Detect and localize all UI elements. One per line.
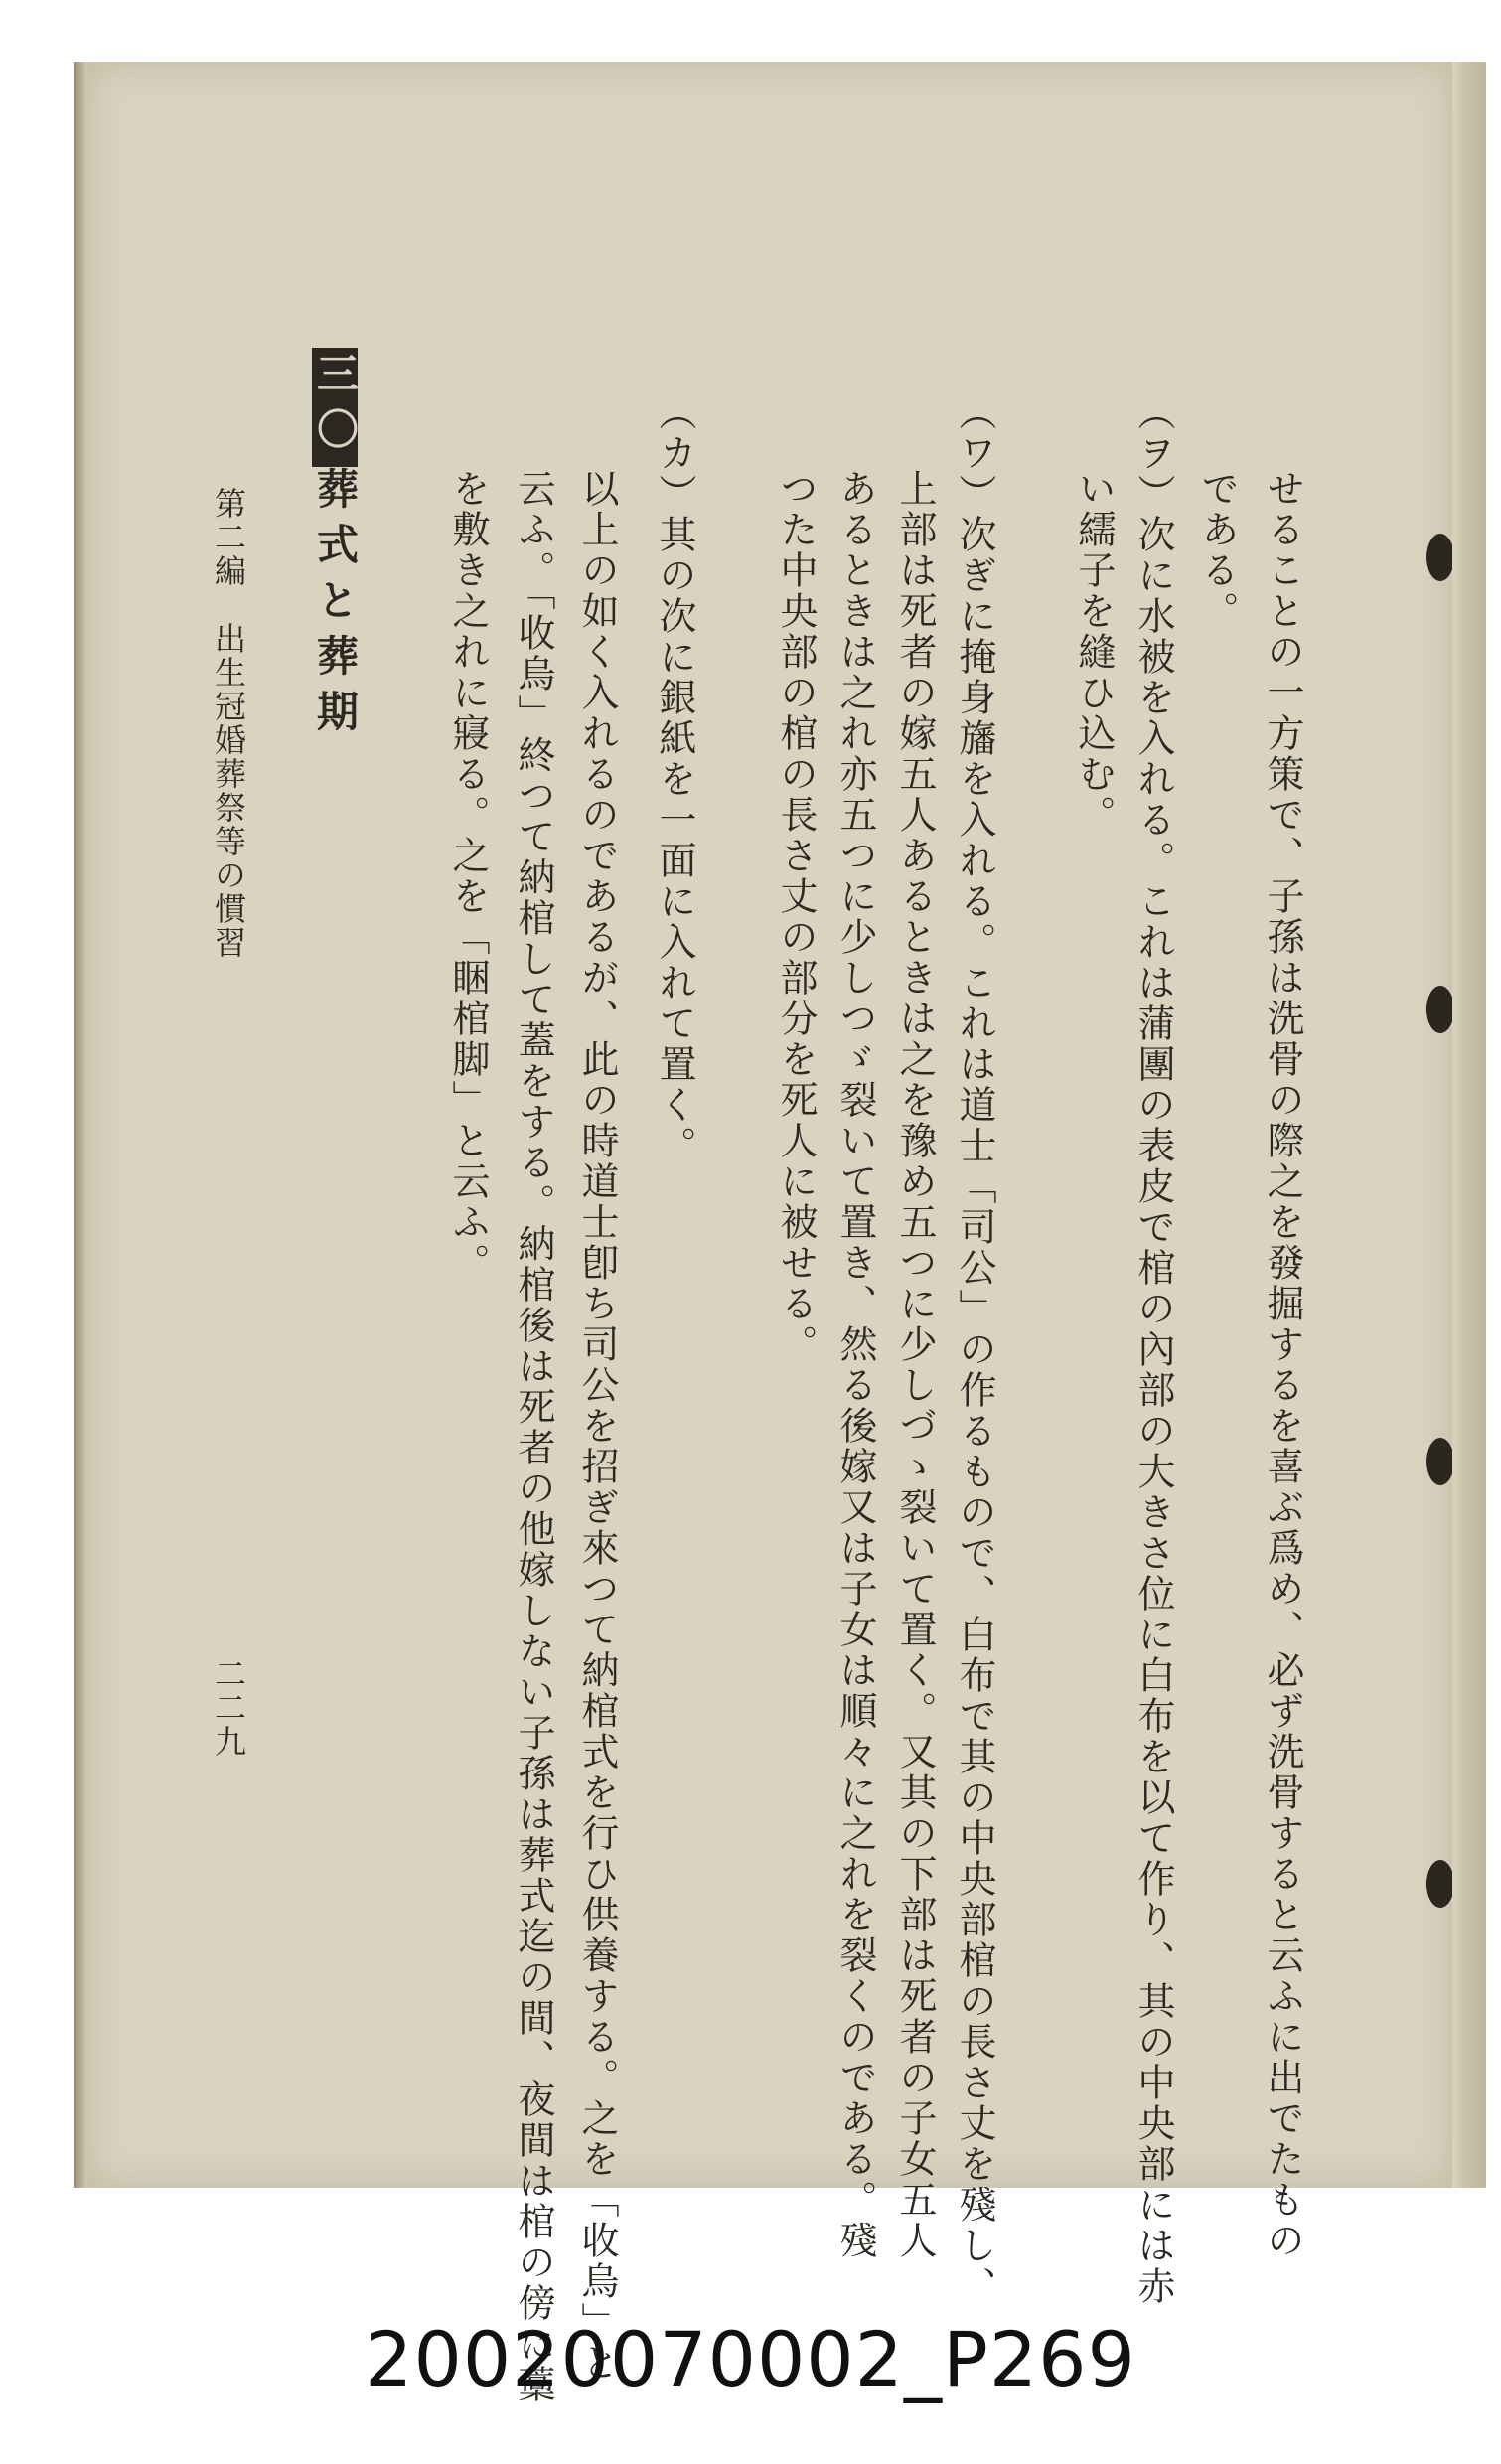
text-column: せることの一方策で、子孫は洗骨の際之を發掘するを喜ぶ爲め、必ず洗骨すると云ふに出でたもの: [1261, 469, 1304, 2261]
section-number: 三〇: [312, 348, 358, 467]
text-column: 上部は死者の嫁五人あるときは之を豫め五つに少しづゝ裂いて置く。又其の下部は死者の子女五人: [893, 469, 937, 2261]
text-column: い繻子を縫ひ込む。: [1072, 469, 1116, 836]
book-page: [87, 62, 1452, 2188]
text-column: （ワ）次ぎに掩身旛を入れる。これは道士「司公」の作るもので、白布で其の中央部棺の長さ丈を殘し、: [953, 392, 996, 2307]
text-column: （カ）其の次に銀紙を一面に入れて置く。: [653, 392, 696, 1166]
section-title: 葬式と葬期: [311, 467, 360, 745]
section-heading: [312, 348, 358, 745]
page-number: 二二九: [210, 1657, 247, 1759]
text-column: つた中央部の棺の長さ丈の部分を死人に被せる。: [774, 469, 818, 1365]
text-column: である。: [1195, 469, 1239, 632]
book-spine-edge: [74, 62, 87, 2188]
binding-hole: [1426, 534, 1454, 581]
text-column: を敷き之れに寢る。之を「睏棺脚」と云ふ。: [446, 469, 490, 1284]
text-column: 以上の如く入れるのであるが、此の時道士卽ち司公を招ぎ來つて納棺式を行ひ供養する。之を「收烏」と: [575, 469, 619, 2384]
running-footer: 第二編 出生冠婚葬祭等の慣習: [210, 487, 247, 960]
binding-hole: [1426, 1860, 1454, 1908]
text-column: あるときは之れ亦五つに少しつゞ裂いて置き、然る後嫁又は子女は順々に之れを裂くのである。殘: [833, 469, 877, 2261]
page-stack-edge: [1452, 62, 1486, 2188]
text-column: 云ふ。「收烏」終つて納棺して蓋をする。納棺後は死者の他嫁しない子孫は葬式迄の間、夜間は棺の傍に藁: [512, 469, 555, 2405]
binding-hole: [1426, 1438, 1454, 1485]
image-caption: 20020070002_P269: [365, 2315, 1136, 2403]
binding-hole: [1426, 986, 1454, 1033]
text-column: （ヲ）次に水被を入れる。これは蒲團の表皮で棺の內部の大きさ位に白布を以て作り、其の中央部には赤: [1131, 392, 1175, 2307]
